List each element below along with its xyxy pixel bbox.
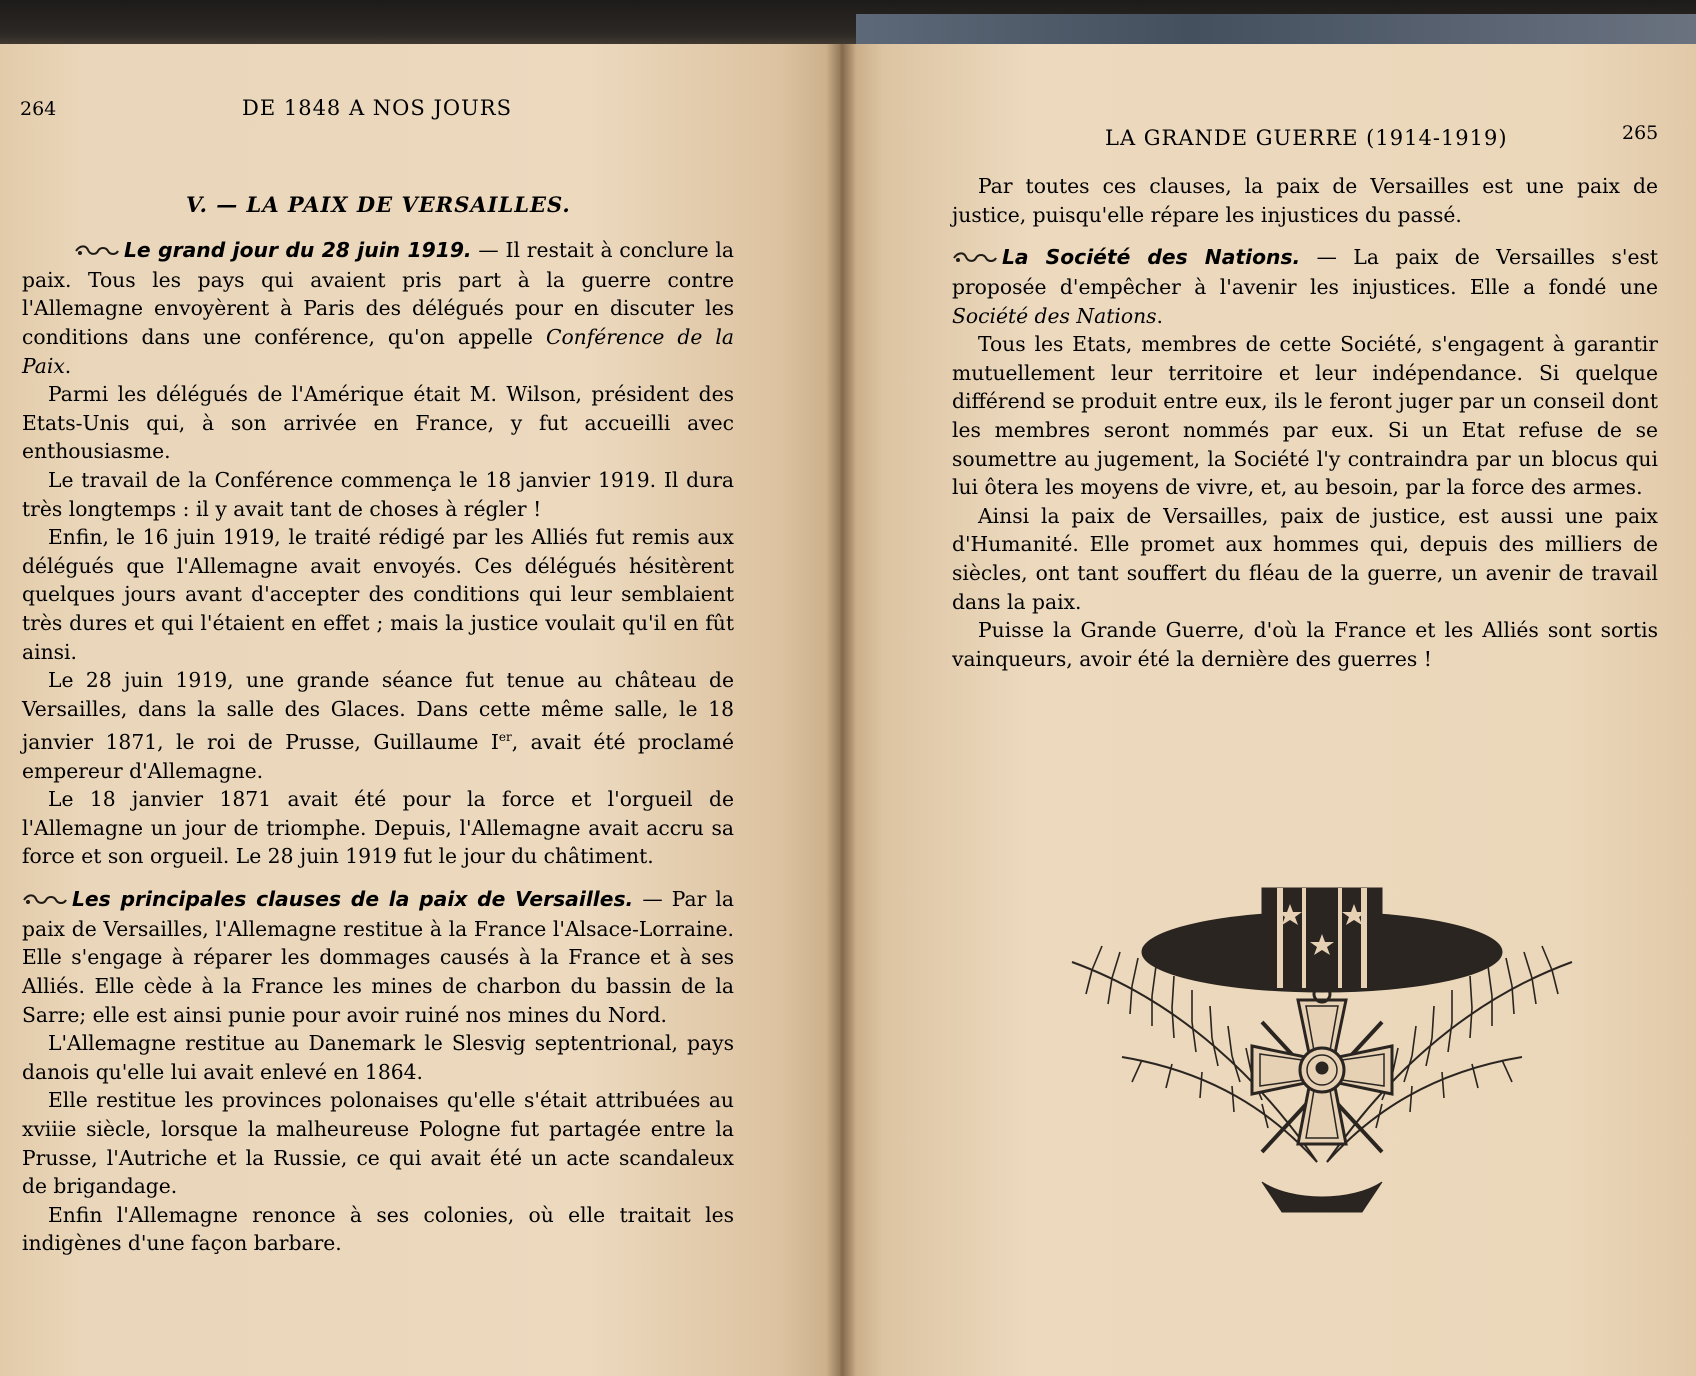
croix-de-guerre-illustration xyxy=(1062,882,1582,1226)
paragraph: Les principales clauses de la paix de Versailles. — Par la paix de Versailles, l'Allemagne restitue à la France l'Alsace-Lorraine. Elle s'engage à réparer les dommages causés à la France et à ses Alliés. Elle cède à la France les mines de charbon du bassin de la Sarre; elle est ainsi punie pour avoir ruiné nos mines du Nord. xyxy=(22,887,734,1027)
paragraph: Le 28 juin 1919, une grande séance fut tenue au château de Versailles, dans la salle des Glaces. Dans cette même salle, le 18 janvier 1871, le roi de Prusse, Guillaume Ier, avait été proclamé empereur d'Allemagne. xyxy=(22,668,734,783)
paragraph: Enfin, le 16 juin 1919, le traité rédigé par les Alliés fut remis aux délégués que l'Allemagne avait envoyés. Ces délégués hésitèrent quelques jours avant d'accepter des conditions qui leur semblaient très dures et qui l'étaient en effet ; mais la justice voulait qu'il en fût ainsi. xyxy=(22,525,734,664)
paragraph: Puisse la Grande Guerre, d'où la France et les Alliés sont sortis vainqueurs, avoir été la dernière des guerres ! xyxy=(952,618,1658,671)
right-running-head: LA GRANDE GUERRE (1914-1919) xyxy=(1105,126,1508,150)
paragraph: Le grand jour du 28 juin 1919. — Il restait à conclure la paix. Tous les pays qui avaient pris part à la guerre contre l'Allemagne envoyèrent à Paris des délégués pour en discuter les conditions dans une conférence, qu'on appelle Conférence de la Paix. xyxy=(22,238,734,378)
paragraph: Le travail de la Conférence commença le 18 janvier 1919. Il dura très longtemps : il y avait tant de choses à régler ! xyxy=(22,467,734,521)
book-gutter xyxy=(826,44,856,1376)
paragraph: L'Allemagne restitue au Danemark le Slesvig septentrional, pays danois qu'elle lui avait enlevé en 1864. xyxy=(22,1031,734,1084)
paragraph: Le 18 janvier 1871 avait été pour la force et l'orgueil de l'Allemagne un jour de triomphe. Depuis, l'Allemagne avait accru sa force et son orgueil. Le 28 juin 1919 fut le jour du châtiment. xyxy=(22,787,734,869)
paragraph: Par toutes ces clauses, la paix de Versailles est une paix de justice, puisqu'elle répare les injustices du passé. xyxy=(952,174,1658,227)
paragraph: Enfin l'Allemagne renonce à ses colonies, où elle traitait les indigènes d'une façon barbare. xyxy=(22,1202,734,1256)
paragraph: La Société des Nations. — La paix de Versailles s'est proposée d'empêcher à l'avenir les injustices. Elle a fondé une Société des Nations. xyxy=(952,245,1659,328)
left-running-head: DE 1848 A NOS JOURS xyxy=(242,96,512,120)
book-spine-cover xyxy=(856,14,1696,48)
subsection-heading: Le grand jour du 28 juin 1919. xyxy=(124,238,472,262)
right-text-column xyxy=(952,172,1658,673)
fleuron-icon xyxy=(48,237,120,266)
paragraph: Parmi les délégués de l'Amérique était M. Wilson, président des Etats-Unis qui, à son arrivée en France, y fut accueilli avec enthousiasme. xyxy=(22,382,734,464)
fleuron-icon xyxy=(22,886,68,915)
paragraph: Tous les Etats, membres de cette Société, s'engagent à garantir mutuellement leur territoire et leur indépendance. Si quelque différend se produit entre eux, ils le feront juger par un conseil dont les membres seront nommés par eux. Si un Etat refuse de se soumettre au jugement, la Société l'y contraindra par un blocus qui lui ôtera les moyens de vivre, et, au besoin, par la force des armes. xyxy=(952,332,1658,500)
section-title: V. — LA PAIX DE VERSAILLES. xyxy=(186,192,571,217)
paragraph: Elle restitue les provinces polonaises qu'elle s'était attribuées au xviiie siècle, lorsque la malheureuse Pologne fut partagée entre la Prusse, l'Autriche et la Russie, ce qui avait été un acte scandaleux de brigandage. xyxy=(22,1088,734,1199)
paragraph: Ainsi la paix de Versailles, paix de justice, est aussi une paix d'Humanité. Elle promet aux hommes qui, depuis des milliers de siècles, ont tant souffert du fléau de la guerre, un avenir de travail dans la paix. xyxy=(952,503,1658,614)
left-page-number: 264 xyxy=(20,98,57,120)
left-text-column xyxy=(22,236,734,1258)
subsection-heading: Les principales clauses de la paix de Versailles. xyxy=(72,887,634,912)
right-page-number: 265 xyxy=(1622,122,1659,144)
subsection-heading: La Société des Nations. xyxy=(1002,245,1301,270)
fleuron-icon xyxy=(952,244,998,273)
